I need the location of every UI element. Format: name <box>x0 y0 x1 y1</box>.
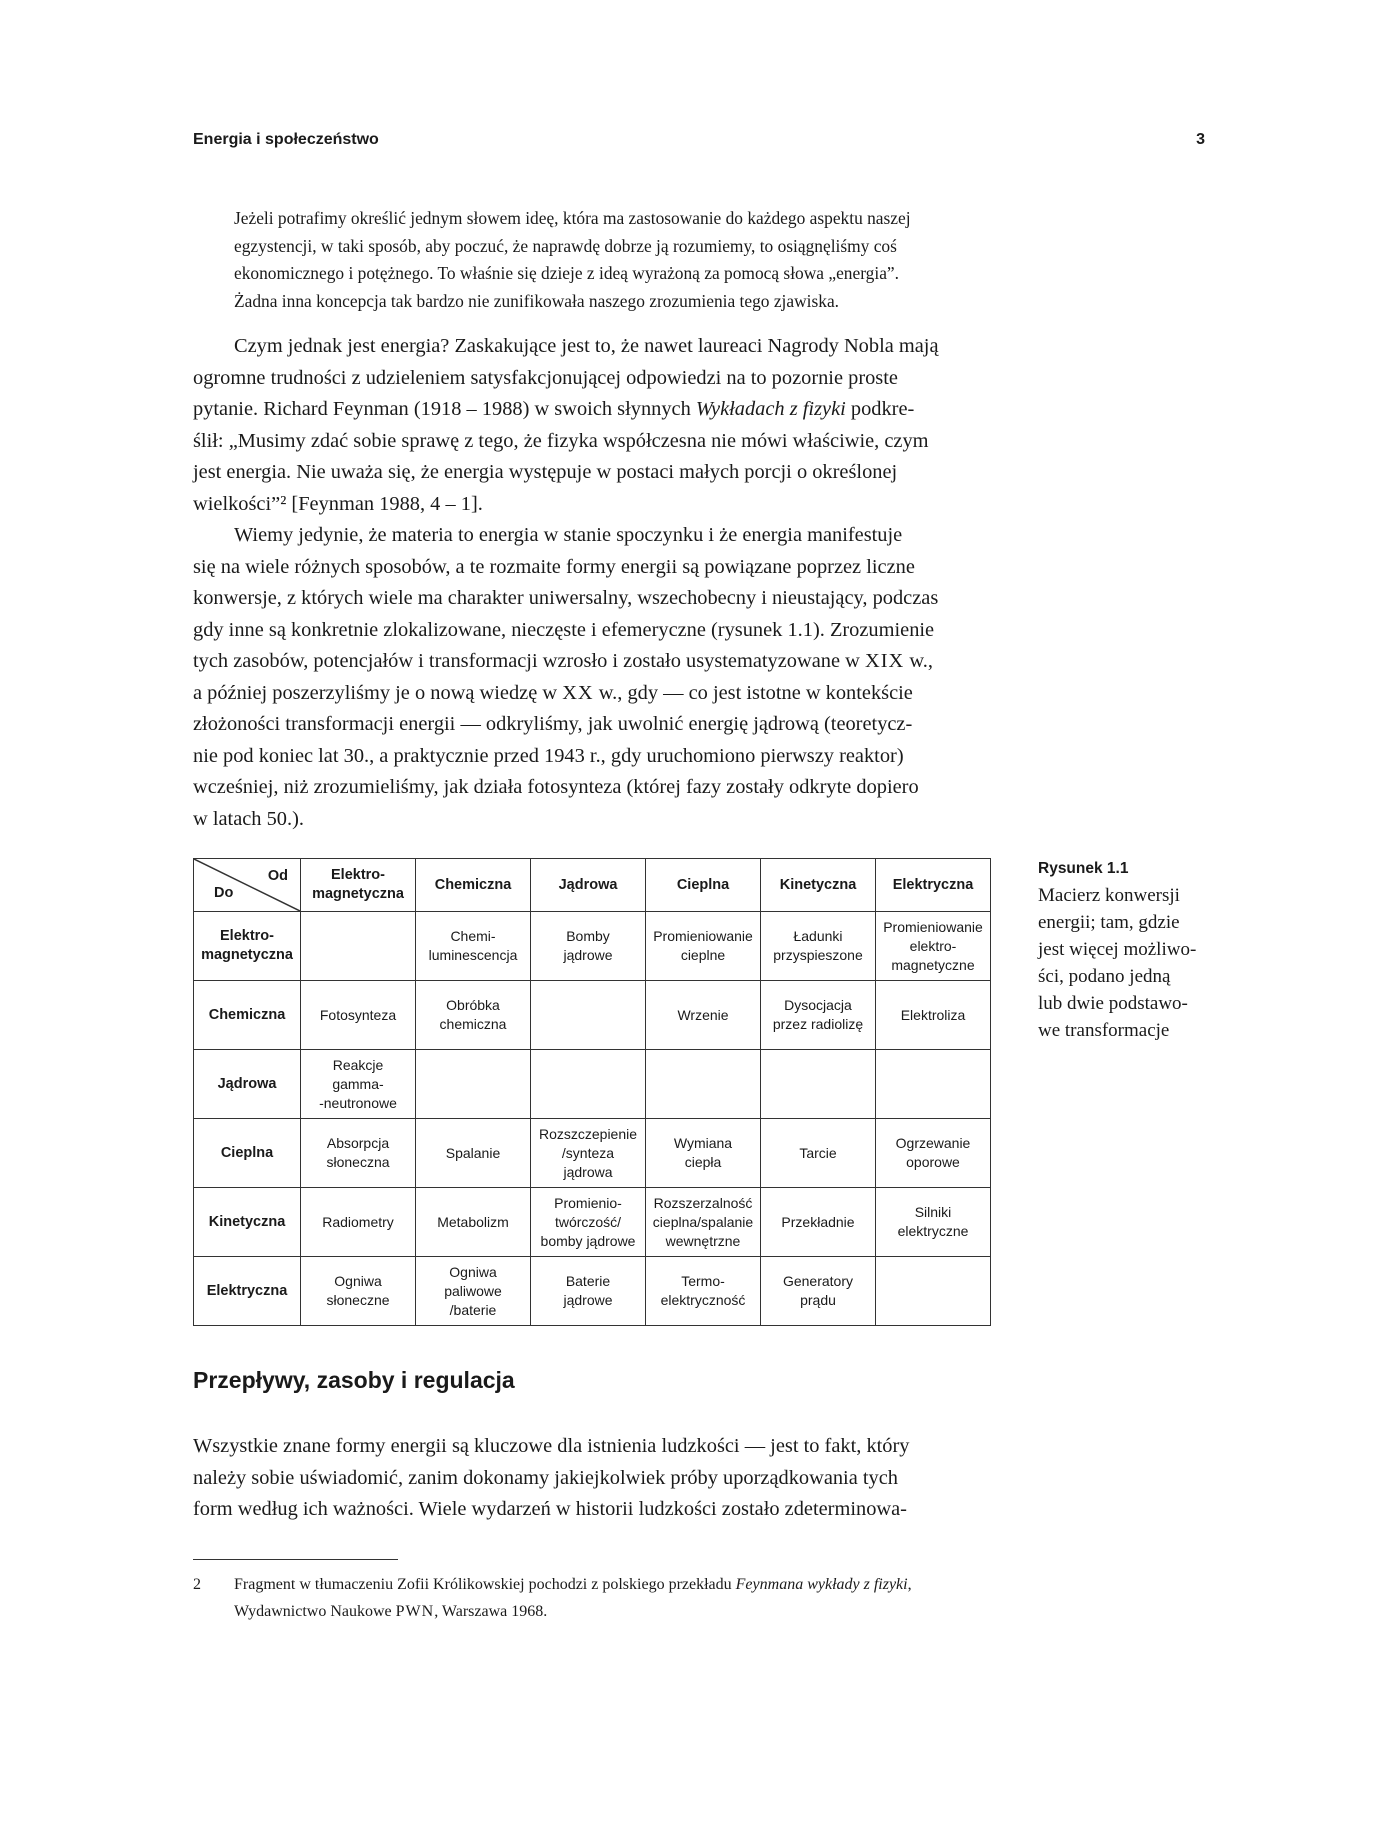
matrix-row <box>194 912 991 981</box>
matrix-cell: Metabolizm <box>416 1188 531 1257</box>
matrix-cell <box>876 1257 991 1326</box>
running-head-title: Energia i społeczeństwo <box>193 131 379 148</box>
footnote-line <box>193 1571 1005 1598</box>
matrix-row <box>194 1119 991 1188</box>
publisher-abbr: PWN <box>395 1603 435 1620</box>
matrix-cell: Spalanie <box>416 1119 531 1188</box>
footnote <box>193 1571 1005 1625</box>
matrix-cell: Dysocjacja przez radiolizę <box>761 981 876 1050</box>
body-text-span: tych zasobów, potencjałów i transformacji wzrosło i zostało usystematyzowane w <box>193 650 860 672</box>
matrix-header-row <box>194 859 991 912</box>
footnote-number: 2 <box>193 1576 201 1593</box>
body-line <box>193 394 1005 426</box>
footnote-rule <box>193 1559 398 1560</box>
matrix-row-header: Elektryczna <box>194 1257 301 1326</box>
matrix-cell <box>416 1050 531 1119</box>
matrix-column-header: Jądrowa <box>531 859 646 912</box>
body-text-span: w., gdy — co jest istotne w kontekście <box>598 681 913 704</box>
caption-label: Rysunek 1.1 <box>1038 860 1129 877</box>
body-line: Wszystkie znane formy energii są kluczowe dla istnienia ludzkości — jest to fakt, który <box>193 1435 910 1457</box>
matrix-cell: Bomby jądrowe <box>531 912 646 981</box>
matrix-row <box>194 1188 991 1257</box>
body-line: wcześniej, niż zrozumieliśmy, jak działa fotosynteza (której fazy zostały odkryte dopiero <box>193 776 919 798</box>
matrix-cell: Obróbka chemiczna <box>416 981 531 1050</box>
matrix-column-header: Cieplna <box>646 859 761 912</box>
body-text-span: a później poszerzyliśmy je o nową wiedzę w <box>193 681 558 704</box>
matrix-cell: Reakcje gamma- -neutronowe <box>301 1050 416 1119</box>
matrix-row <box>194 1257 991 1326</box>
matrix-cell: Chemi- luminescencja <box>416 912 531 981</box>
body-text-span: podkre- <box>850 398 915 420</box>
matrix-column-header: Elektryczna <box>876 859 991 912</box>
epigraph-line: Żadna inna koncepcja tak bardzo nie zunifikowała naszego zrozumienia tego zjawiska. <box>234 290 840 311</box>
matrix-cell: Ogniwa paliwowe /baterie <box>416 1257 531 1326</box>
body-line: Czym jednak jest energia? Zaskakujące jest to, że nawet laureaci Nagrody Nobla mają <box>234 335 939 357</box>
corner-from-label: Od <box>267 868 288 884</box>
body-line: wielkości”² [Feynman 1988, 4 – 1]. <box>193 492 483 515</box>
running-head <box>193 131 1205 149</box>
matrix-row-header: Cieplna <box>194 1119 301 1188</box>
figure-caption <box>1038 855 1213 1044</box>
body-line <box>193 646 1005 678</box>
matrix-cell: Radiometry <box>301 1188 416 1257</box>
caption-line: Macierz konwersji <box>1038 885 1180 906</box>
caption-line: ści, podano jedną <box>1038 966 1171 987</box>
body-line: w latach 50.). <box>193 807 304 830</box>
matrix-cell: Ogniwa słoneczne <box>301 1257 416 1326</box>
matrix-cell: Przekładnie <box>761 1188 876 1257</box>
matrix-cell <box>761 1050 876 1119</box>
body-text-span: pytanie. Richard Feynman (1918 – 1988) w swoich słynnych <box>193 398 691 420</box>
page-number: 3 <box>1196 131 1205 148</box>
matrix-cell <box>646 1050 761 1119</box>
matrix-cell: Ładunki przyspieszone <box>761 912 876 981</box>
epigraph-line: ekonomicznego i potężnego. To właśnie się dzieje z ideą wyrażoną za pomocą słowa „energia”. <box>234 263 899 283</box>
epigraph-line: egzystencji, w taki sposób, aby poczuć, że naprawdę dobrze ją rozumiemy, to osiągnęliśmy coś <box>234 235 897 256</box>
body-line: konwersje, z których wiele ma charakter uniwersalny, wszechobecny i nieustający, podczas <box>193 587 939 609</box>
matrix-row-header: Kinetyczna <box>194 1188 301 1257</box>
matrix-cell: Ogrzewanie oporowe <box>876 1119 991 1188</box>
caption-line: jest więcej możliwo- <box>1038 939 1197 960</box>
matrix-cell <box>301 912 416 981</box>
matrix-corner-cell <box>194 859 301 912</box>
roman-numeral: XIX <box>864 650 905 672</box>
paragraph-1 <box>193 331 1005 520</box>
matrix-cell: Promieniowanie elektro- magnetyczne <box>876 912 991 981</box>
footnote-text: Fragment w tłumaczeniu Zofii Królikowskiej pochodzi z polskiego przekładu <box>234 1576 732 1593</box>
energy-conversion-matrix <box>193 858 991 1326</box>
matrix-cell: Wrzenie <box>646 981 761 1050</box>
caption-line: energii; tam, gdzie <box>1038 912 1180 933</box>
matrix-cell: Tarcie <box>761 1119 876 1188</box>
corner-to-label: Do <box>214 885 234 901</box>
matrix-cell: Silniki elektryczne <box>876 1188 991 1257</box>
matrix-cell <box>876 1050 991 1119</box>
body-line: jest energia. Nie uważa się, że energia występuje w postaci małych porcji o określonej <box>193 461 898 483</box>
matrix-column-header: Chemiczna <box>416 859 531 912</box>
matrix-row-header: Jądrowa <box>194 1050 301 1119</box>
matrix-row <box>194 981 991 1050</box>
matrix-row-header: Chemiczna <box>194 981 301 1050</box>
matrix-row-header: Elektro- magnetyczna <box>194 912 301 981</box>
book-title: Wykładach z fizyki <box>695 398 846 420</box>
body-line: ogromne trudności z udzieleniem satysfakcjonującej odpowiedzi na to pozornie proste <box>193 366 898 389</box>
matrix-cell: Wymiana ciepła <box>646 1119 761 1188</box>
footnote-line <box>193 1598 1005 1625</box>
body-line: się na wiele różnych sposobów, a te rozmaite formy energii są powiązane poprzez liczne <box>193 555 915 578</box>
section-heading: Przepływy, zasoby i regulacja <box>193 1367 515 1393</box>
body-line: nie pod koniec lat 30., a praktycznie przed 1943 r., gdy uruchomiono pierwszy reaktor) <box>193 744 904 767</box>
matrix-cell: Baterie jądrowe <box>531 1257 646 1326</box>
matrix-cell: Fotosynteza <box>301 981 416 1050</box>
matrix-column-header: Kinetyczna <box>761 859 876 912</box>
matrix-cell: Generatory prądu <box>761 1257 876 1326</box>
epigraph <box>234 205 974 315</box>
footnote-text: , <box>907 1576 912 1593</box>
body-line: złożoności transformacji energii — odkryliśmy, jak uwolnić energię jądrową (teoretycz- <box>193 713 913 735</box>
body-line: ślił: „Musimy zdać sobie sprawę z tego, że fizyka współczesna nie mówi właściwie, czym <box>193 429 929 452</box>
matrix-cell: Rozszczepienie /synteza jądrowa <box>531 1119 646 1188</box>
caption-line: lub dwie podstawo- <box>1038 993 1188 1014</box>
matrix-cell <box>531 1050 646 1119</box>
body-line: gdy inne są konkretnie zlokalizowane, nieczęste i efemeryczne (rysunek 1.1). Zrozumienie <box>193 618 935 641</box>
matrix-cell: Termo- elektryczność <box>646 1257 761 1326</box>
body-line: należy sobie uświadomić, zanim dokonamy jakiejkolwiek próby uporządkowania tych <box>193 1466 898 1489</box>
roman-numeral: XX <box>562 681 594 704</box>
matrix-cell <box>531 981 646 1050</box>
matrix-row <box>194 1050 991 1119</box>
matrix-cell: Promienio- twórczość/ bomby jądrowe <box>531 1188 646 1257</box>
body-text-span: w., <box>909 650 933 672</box>
body-line <box>193 678 1005 710</box>
body-line: Wiemy jedynie, że materia to energia w stanie spoczynku i że energia manifestuje <box>234 524 903 546</box>
footnote-text: Wydawnictwo Naukowe <box>234 1603 392 1620</box>
epigraph-line: Jeżeli potrafimy określić jednym słowem ideę, która ma zastosowanie do każdego aspektu naszej <box>234 208 911 228</box>
matrix-column-header: Elektro- magnetyczna <box>301 859 416 912</box>
paragraph-3 <box>193 1431 1005 1526</box>
matrix-cell: Elektroliza <box>876 981 991 1050</box>
paragraph-2 <box>193 520 1005 835</box>
matrix-cell: Rozszerzalność cieplna/spalanie wewnętrzne <box>646 1188 761 1257</box>
footnote-text: , Warszawa 1968. <box>434 1603 548 1620</box>
caption-line: we transformacje <box>1038 1020 1170 1041</box>
matrix-cell: Promieniowanie cieplne <box>646 912 761 981</box>
footnote-book-title: Feynmana wykłady z fizyki <box>735 1576 908 1593</box>
body-line: form według ich ważności. Wiele wydarzeń w historii ludzkości zostało zdeterminowa- <box>193 1498 907 1520</box>
matrix-cell: Absorpcja słoneczna <box>301 1119 416 1188</box>
